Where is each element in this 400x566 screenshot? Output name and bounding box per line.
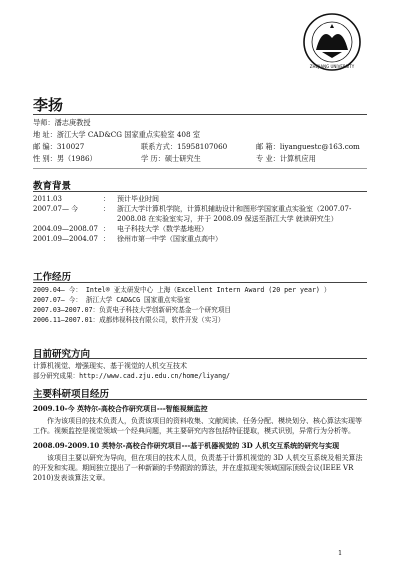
- project-title: 2009.10-今 英特尔-高校合作研究项目---智能视频监控: [33, 404, 208, 413]
- work-item: 2006.11—2007.01：成都炜视科技有限公司，软件开发（实习）: [33, 316, 225, 324]
- projects-divider: [33, 399, 367, 400]
- svg-text:ZHEJIANG UNIVERSITY: ZHEJIANG UNIVERSITY: [309, 64, 355, 69]
- education-divider: [33, 191, 367, 192]
- page-number: 1: [338, 549, 343, 557]
- email-text: 邮 箱：liyanguestc@163.com: [256, 142, 360, 151]
- research-heading: 目前研究方向: [33, 349, 91, 360]
- project-description: 作为该项目的技术负责人，负责该项目的资料收集、文献阅读、任务分配、模块划分、核心算法实现等工作。视频监控是视觉领域一个经典问题，其主要研究内容包括特征提取，模式识别，异常行为分析等。: [33, 417, 362, 435]
- advisor-text: 导师：潘志庚教授: [33, 118, 91, 127]
- personal-info: [33, 117, 367, 165]
- major-text: 专 业：计算机应用: [256, 154, 316, 163]
- work-heading: 工作经历: [33, 272, 72, 283]
- header-divider: [33, 114, 367, 115]
- research-results-link[interactable]: 部分研究成果：http://www.cad.zju.edu.cn/home/liyang/: [33, 372, 231, 380]
- research-topics: 计算机视觉、增强现实、基于视觉的人机交互技术: [33, 362, 187, 370]
- education-text: 浙江大学计算机学院，计算机辅助设计和图形学国家重点实验室（2007.07-2008.08 在实验室实习，并于 2008.09 保送至浙江大学 就读研究生）: [117, 205, 352, 223]
- education-date: 2007.07— 今: [33, 205, 79, 213]
- work-item: 2007.03—2007.07：负责电子科技大学创新研究基金一个研究项目: [33, 306, 232, 314]
- education-date: 2004.09—2008.07: [33, 225, 98, 233]
- research-block: [33, 361, 367, 381]
- university-seal-icon: [302, 12, 362, 72]
- projects-list: [33, 404, 367, 483]
- education-item: 2011.03 ： 预计毕业时间: [33, 194, 367, 204]
- education-item: 2001.09—2004.07 ： 徐州市第一中学（国家重点高中）: [33, 234, 367, 244]
- degree-text: 学 历：硕士研究生: [141, 154, 201, 163]
- education-date: 2001.09—2004.07: [33, 235, 98, 243]
- project-description: 该项目主要以研究为导向，但在项目的技术人员，负责基于计算机视觉的 3D 人机交互系统及相关算法的开发和实现。期间独立提出了一种新颖的手势跟踪的算法，并在虚拟现实领域国际顶级会议(IEEE VR 2010)发表该算法文章。: [33, 454, 363, 482]
- work-item: 2007.07— 今： 浙江大学 CAD&CG 国家重点实验室: [33, 296, 191, 304]
- work-divider: [33, 282, 367, 283]
- project-title: 2008.09-2009.10 英特尔-高校合作研究项目---基于机器视觉的 3D 人机交互系统的研究与实现: [33, 441, 340, 450]
- education-date: 2011.03: [33, 195, 62, 203]
- education-item: 2004.09—2008.07 ： 电子科技大学（数学基地班）: [33, 224, 367, 234]
- gender-text: 性 别：男（1986）: [33, 154, 97, 163]
- work-item: 2009.04— 今： Intel® 亚太研发中心 上海（Excellent Intern Award (20 per year) ）: [33, 286, 331, 294]
- education-item: 2007.07— 今 ： 浙江大学计算机学院，计算机辅助设计和图形学国家重点实验室（2007.07-2008.08 在实验室实习，并于 2008.09 保送至浙江大学 就读研究生）: [33, 204, 367, 224]
- projects-heading: 主要科研项目经历: [33, 389, 110, 400]
- candidate-name: 李扬: [33, 97, 64, 114]
- education-heading: 教育背景: [33, 181, 72, 192]
- education-text: 电子科技大学（数学基地班）: [117, 225, 208, 233]
- info-divider: [33, 168, 367, 169]
- education-text: 预计毕业时间: [117, 195, 159, 203]
- phone-text: 联系方式：15958107060: [141, 142, 228, 151]
- education-text: 徐州市第一中学（国家重点高中）: [117, 235, 222, 243]
- research-divider: [33, 358, 367, 359]
- work-list: [33, 285, 367, 325]
- education-list: [33, 194, 367, 244]
- address-text: 地 址：浙江大学 CAD&CG 国家重点实验室 408 室: [33, 130, 201, 139]
- postcode-text: 邮 编：310027: [33, 142, 85, 151]
